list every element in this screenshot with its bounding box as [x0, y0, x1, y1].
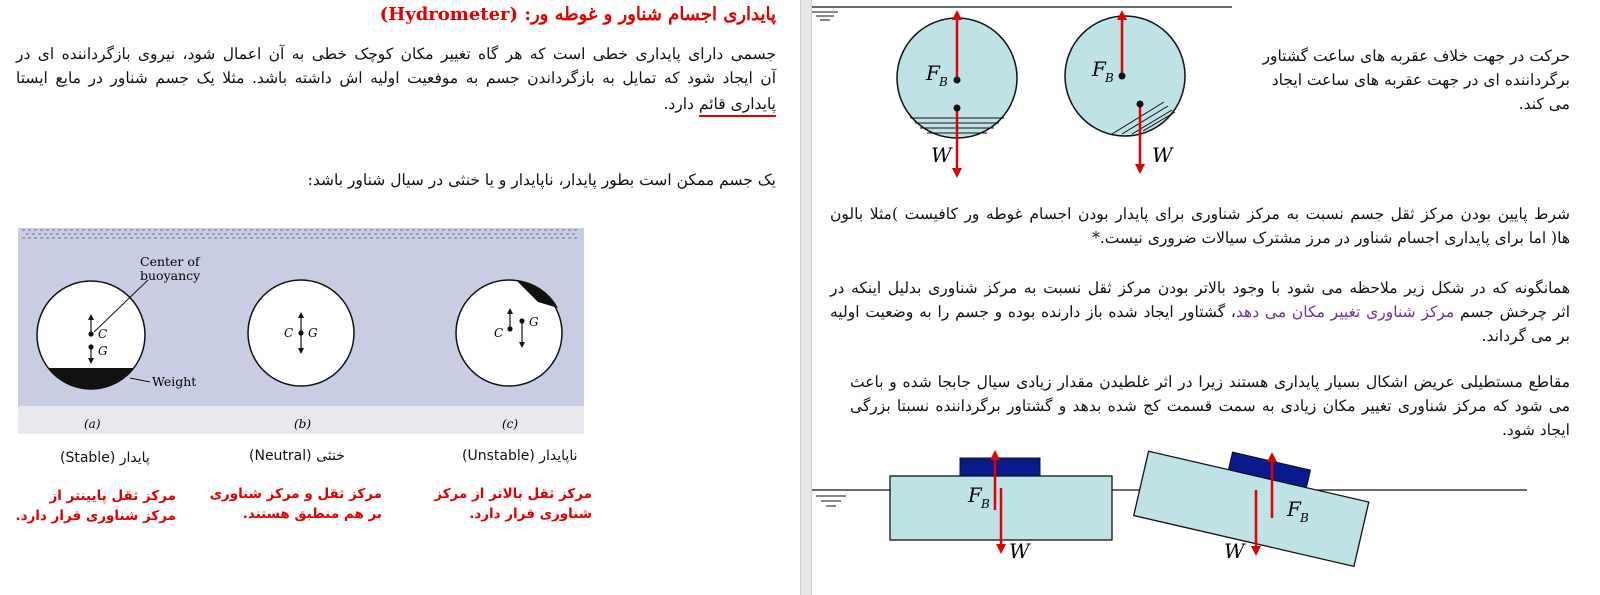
intro-line-3-rest: دارد. [663, 95, 699, 113]
stability-types-sentence: یک جسم ممکن است بطور پایدار، ناپایدار و یا خنثی در سیال شناور باشد: [307, 171, 776, 189]
note-neutral-line-2: بر هم منطبق هستند. [242, 506, 382, 522]
note-neutral [209, 484, 382, 524]
rotation-line-2: برگرداننده ای در جهت عقربه های ساعت ایجاد [1271, 71, 1570, 89]
label-c-c: C [494, 326, 504, 340]
rotation-paragraph [1225, 44, 1570, 116]
shape-line-2-b: ، گشتاور ایجاد شده باز دارنده بوده و جسم را به وضعیت اولیه [830, 303, 1236, 321]
center-of-buoyancy-label-1: Center of [140, 254, 200, 269]
intro-paragraph [16, 42, 776, 116]
label-g-b: G [308, 326, 318, 340]
note-stable [15, 486, 176, 526]
shape-line-2 [830, 300, 1570, 324]
sub-label-c: (c) [502, 417, 519, 431]
intro-line-3 [16, 92, 776, 116]
submerged-bodies-figure [812, 0, 1232, 185]
wide-line-3: ایجاد شود. [1501, 421, 1570, 439]
note-stable-line-2: مرکز شناوری قرار دارد. [15, 508, 176, 524]
buoyancy-shift-phrase: مرکز شناوری تغییر مکان می دهد [1235, 303, 1455, 321]
w-label-4: W [1224, 539, 1245, 563]
sub-label-a: (a) [84, 417, 101, 431]
shape-line-2-a: اثر چرخش جسم [1454, 303, 1571, 321]
fb-sub-2: B [1105, 71, 1114, 85]
shape-line-1: همانگونه که در شکل زیر ملاحظه می شود با وجود بالاتر بودن مرکز ثقل نسبت به مرکز شناوری بدلیل اینکه در [830, 279, 1570, 297]
label-c-a: C [98, 327, 108, 341]
condition-line-2: ها( اما برای پایداری اجسام شناور در مرز مشترک سیالات ضروری نیست.* [1092, 229, 1570, 247]
condition-paragraph [830, 202, 1570, 250]
w-label-1: W [931, 143, 952, 167]
rotation-line-1: حرکت در جهت خلاف عقربه های ساعت گشتاور [1262, 47, 1570, 65]
stability-figure [18, 222, 584, 434]
fb-label-2: F [1092, 57, 1106, 81]
rotation-line-3: می کند. [1518, 95, 1570, 113]
fb-sub-4: B [1300, 511, 1309, 525]
center-of-buoyancy-label-2: buoyancy [140, 268, 201, 283]
barge-upright [890, 450, 1112, 563]
right-page [812, 0, 1600, 595]
note-unstable-line-2: شناوری قرار دارد. [469, 506, 592, 522]
floating-barges-figure [812, 440, 1552, 592]
wide-line-2: می شود که مرکز شناوری تغییر مکان زیادی به سمت قسمت کج شده بدهد و گشتاور برگرداننده نسبتا بزرگی [850, 397, 1570, 415]
wide-section-paragraph [850, 370, 1570, 442]
caption-unstable: ناپایدار (Unstable) [462, 448, 578, 464]
note-neutral-line-1: مرکز ثقل و مرکز شناوری [209, 486, 382, 502]
balloon-upright [897, 10, 1017, 178]
fb-label-3: F [968, 483, 982, 507]
page-gutter [800, 0, 812, 595]
page-title: پایداری اجسام شناور و غوطه ور: (Hydrometer) [379, 4, 776, 25]
label-g-c: G [529, 315, 539, 329]
balloon-tilted [1065, 10, 1185, 174]
note-stable-line-1: مرکز ثقل پایینتر از [49, 488, 176, 504]
intro-line-2: آن ایجاد شود که تمایل به بازگرداندن جسم به موفعیت اولیه اش داشته باشد. مثلا یک جسم شناور در مایع ایستا [16, 69, 776, 87]
fb-label-4: F [1287, 497, 1301, 521]
label-g-a: G [98, 344, 108, 358]
vertical-stability-term: پایداری قائم [699, 95, 776, 117]
shape-line-3: بر می گرداند. [1481, 327, 1570, 345]
weight-label: Weight [152, 374, 197, 389]
w-label-3: W [1009, 539, 1030, 563]
label-c-b: C [284, 326, 294, 340]
w-label-2: W [1152, 143, 1173, 167]
intro-line-1: جسمی دارای پایداری خطی است که هر گاه تغییر مکان کوچک خطی به آن اعمال شود، نیروی بازگرداننده ای در [16, 45, 776, 63]
caption-stable: پایدار (Stable) [60, 450, 150, 466]
shape-paragraph [830, 276, 1570, 348]
sub-label-b: (b) [294, 417, 312, 431]
fb-sub-3: B [981, 497, 990, 511]
condition-line-1: شرط پایین بودن مرکز ثقل جسم نسبت به مرکز شناوری برای پایدار بودن اجسام غوطه ور کافیست )مثلا بالون [830, 205, 1570, 223]
wide-line-1: مقاطع مستطیلی عریض اشکال بسیار پایداری هستند زیرا در اثر غلطیدن مقدار زیادی سیال جابجا شده و باعث [850, 373, 1570, 391]
fb-sub-1: B [939, 75, 948, 89]
note-unstable-line-1: مرکز ثقل بالاتر از مرکز [434, 486, 592, 502]
note-unstable [434, 484, 592, 524]
fb-label-1: F [926, 61, 940, 85]
caption-neutral: خنثی (Neutral) [249, 448, 345, 464]
